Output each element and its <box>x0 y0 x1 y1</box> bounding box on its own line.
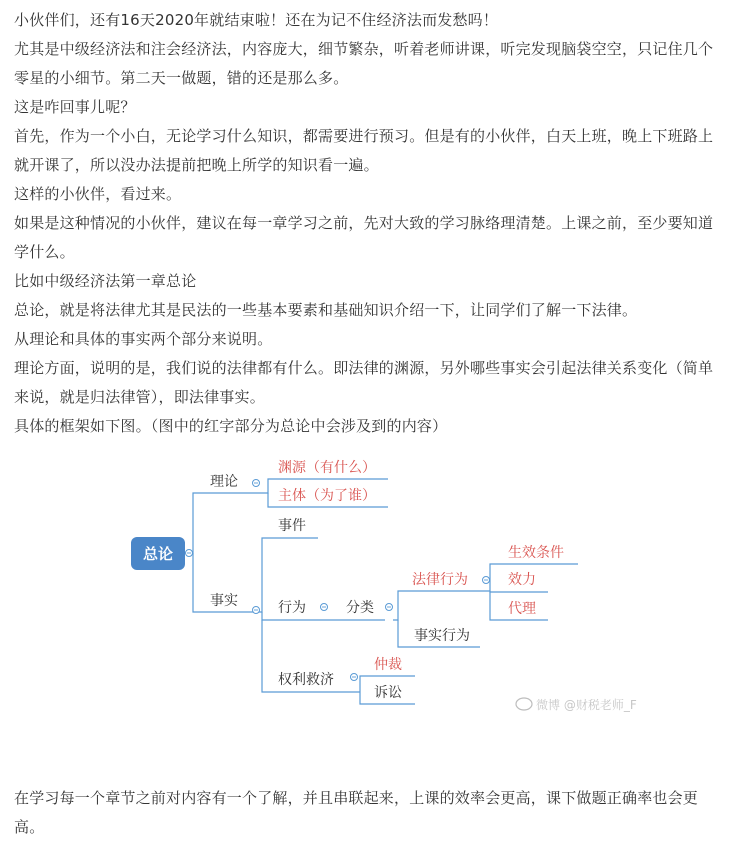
root-label: 总论 <box>142 545 174 563</box>
paragraph-definition: 总论，就是将法律尤其是民法的一些基本要素和基础知识介绍一下，让同学们了解一下法律。 <box>14 301 638 319</box>
node-fact-act: 事实行为 <box>414 628 470 644</box>
mindmap-diagram <box>0 440 729 720</box>
node-effect-cond: 生效条件 <box>508 545 564 561</box>
node-classify: 分类 <box>346 600 374 616</box>
paragraph-callout: 这样的小伙伴，看过来。 <box>14 185 182 203</box>
node-remedy: 权利救济 <box>278 672 334 688</box>
paragraph-intro: 小伙伴们，还有16天2020年就结束啦！还在为记不住经济法而发愁吗！ <box>14 11 499 29</box>
paragraph-closing: 在学习每一个章节之前对内容有一个了解，并且串联起来，上课的效率会更高，课下做题正确率也会更高。 <box>14 789 699 836</box>
node-legal-act: 法律行为 <box>412 572 468 588</box>
node-theory: 理论 <box>210 474 238 490</box>
node-litigation: 诉讼 <box>374 685 402 701</box>
node-event: 事件 <box>278 518 306 534</box>
article-body <box>14 6 714 441</box>
paragraph-theory: 理论方面，说明的是，我们说的法律都有什么。即法律的渊源，另外哪些事实会引起法律关系变化（简单来说，就是归法律管），即法律事实。 <box>14 359 714 406</box>
node-agency: 代理 <box>508 601 536 617</box>
node-source: 渊源（有什么） <box>278 460 376 476</box>
paragraph-two-parts: 从理论和具体的事实两个部分来说明。 <box>14 330 273 348</box>
weibo-icon <box>516 698 532 710</box>
paragraph-question: 这是咋回事儿呢？ <box>14 98 136 116</box>
connector-theory <box>185 493 260 553</box>
connector-legal-act <box>393 591 480 620</box>
watermark-text: 微博 @财税老师_F <box>536 698 637 712</box>
node-arbitration: 仲裁 <box>374 657 402 673</box>
node-facts: 事实 <box>210 593 238 609</box>
paragraph-suggestion: 如果是这种情况的小伙伴，建议在每一章学习之前，先对大致的学习脉络理清楚。上课之前，至少要知道学什么。 <box>14 214 714 261</box>
paragraph-problem: 尤其是中级经济法和注会经济法，内容庞大，细节繁杂，听着老师讲课，听完发现脑袋空空，只记住几个零星的小细节。第二天一做题，错的还是那么多。 <box>14 40 714 87</box>
closing-section <box>14 784 714 842</box>
node-behavior: 行为 <box>278 600 306 616</box>
mindmap-svg <box>0 440 729 720</box>
node-subject: 主体（为了谁） <box>278 488 376 504</box>
paragraph-example: 比如中级经济法第一章总论 <box>14 272 197 290</box>
connector-effect <box>490 591 548 592</box>
paragraph-framework: 具体的框架如下图。（图中的红字部分为总论中会涉及到的内容） <box>14 417 448 435</box>
node-effect: 效力 <box>508 572 536 588</box>
watermark <box>516 697 637 712</box>
paragraph-preview: 首先，作为一个小白，无论学习什么知识，都需要进行预习。但是有的小伙伴，白天上班，晚上下班路上就开课了，所以没办法提前把晚上所学的知识看一遍。 <box>14 127 714 174</box>
